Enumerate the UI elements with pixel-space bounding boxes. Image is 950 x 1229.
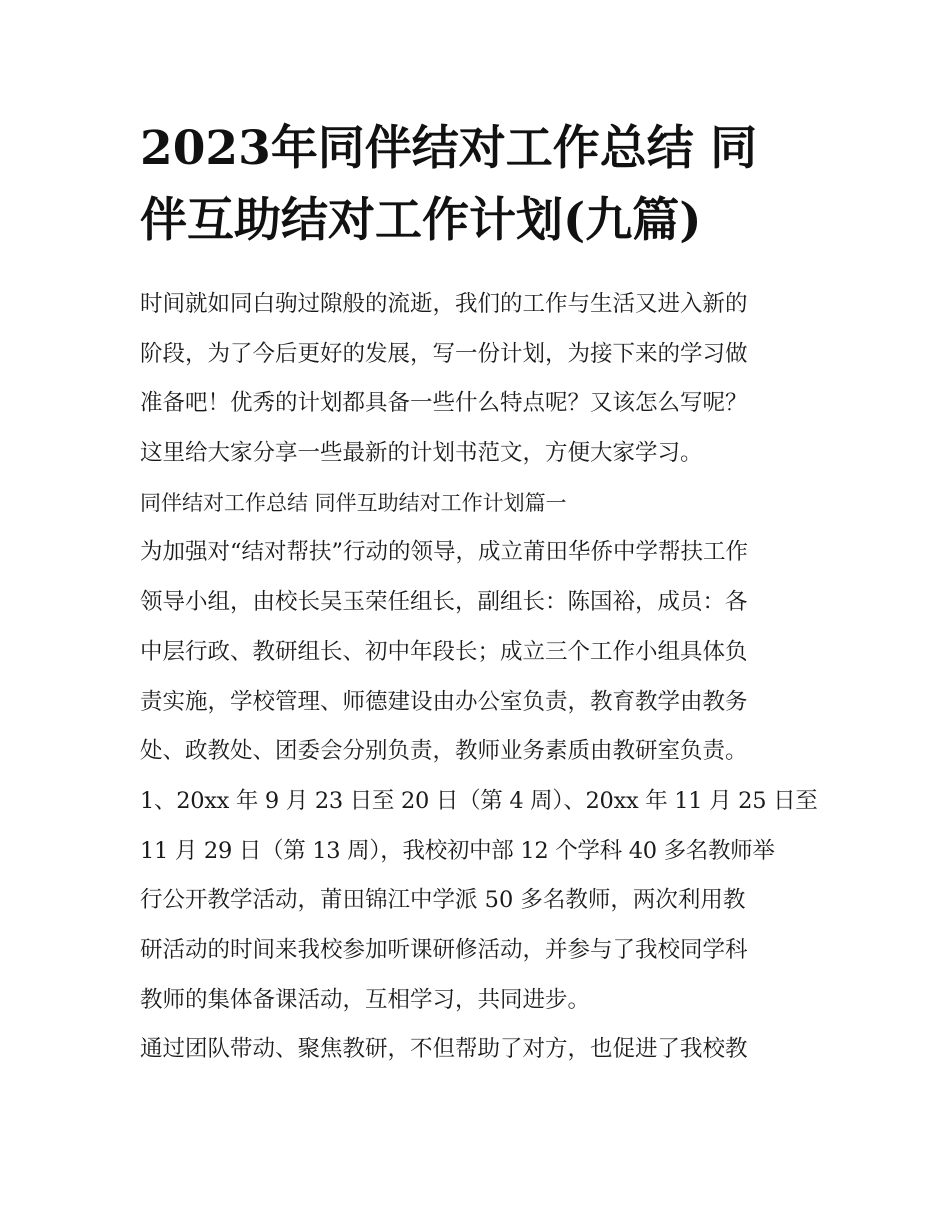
- body-line: 领导小组，由校长吴玉荣任组长，副组长：陈国裕，成员：各: [140, 589, 748, 616]
- body-line: 教师的集体备课活动，互相学习，共同进步。: [140, 986, 591, 1013]
- body-line: 为加强对“结对帮扶”行动的领导，成立莆田华侨中学帮扶工作: [140, 539, 749, 566]
- body-line: 处、政教处、团委会分别负责，教师业务素质由教研室负责。: [140, 738, 748, 765]
- body-line: 研活动的时间来我校参加听课研修活动，并参与了我校同学科: [140, 936, 748, 963]
- body-line: 这里给大家分享一些最新的计划书范文，方便大家学习。: [140, 440, 703, 467]
- body-line: 责实施，学校管理、师德建设由办公室负责，教育教学由教务: [140, 688, 748, 715]
- title-line-2: 伴互助结对工作计划(九篇): [140, 193, 702, 248]
- section-heading: 同伴结对工作总结 同伴互助结对工作计划篇一: [140, 490, 567, 515]
- title-line-1-text: 年同伴结对工作总结 同: [270, 121, 758, 176]
- body-line: 阶段，为了今后更好的发展，写一份计划，为接下来的学习做: [140, 340, 748, 367]
- body-line: 行公开教学活动，莆田锦江中学派 50 多名教师，两次利用教: [140, 887, 746, 914]
- body-line: 中层行政、教研组长、初中年段长；成立三个工作小组具体负: [140, 638, 748, 665]
- body-line: 11 月 29 日（第 13 周），我校初中部 12 个学科 40 多名教师举: [140, 837, 775, 864]
- body-line: 时间就如同白驹过隙般的流逝，我们的工作与生活又进入新的: [140, 291, 748, 317]
- body-line: 通过团队带动、聚焦教研，不但帮助了对方，也促进了我校教: [140, 1036, 748, 1063]
- document-title: [140, 113, 840, 257]
- title-line-1: [140, 113, 840, 185]
- body-line: 准备吧！优秀的计划都具备一些什么特点呢？又该怎么写呢？: [140, 390, 748, 417]
- title-year: 2023: [140, 121, 271, 176]
- body-line: 1、20xx 年 9 月 23 日至 20 日（第 4 周）、20xx 年 11 月 25 日至: [140, 787, 818, 814]
- document-body: [140, 280, 830, 1075]
